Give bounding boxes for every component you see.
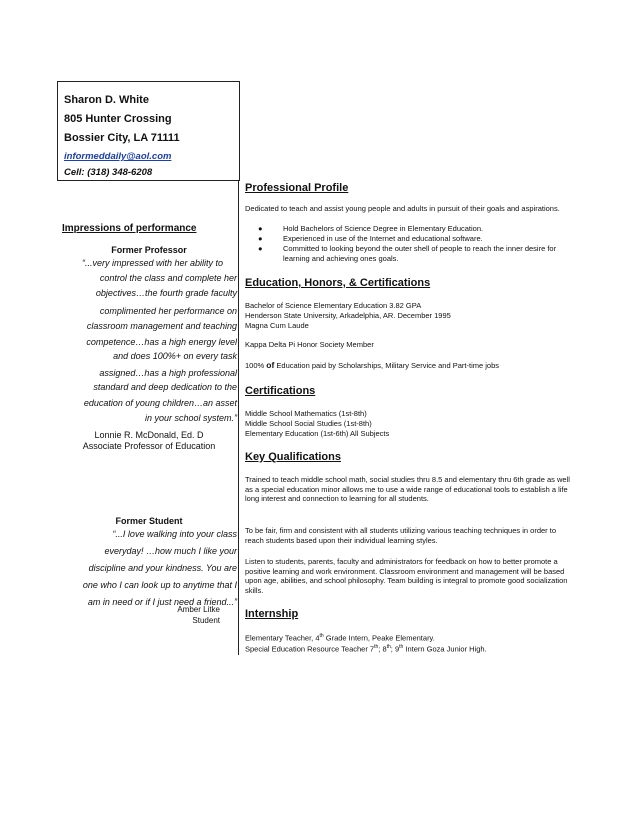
internship-line [245, 632, 575, 643]
testimonial-1-quote [64, 258, 237, 428]
quote-line: “...I love walking into your class [112, 529, 237, 539]
street-address: 805 Hunter Crossing [64, 113, 172, 125]
internship-line [245, 643, 575, 654]
profile-bullet: Experienced in use of the Internet and educational software. [283, 234, 483, 243]
ordinal-suffix: th [386, 644, 391, 650]
quote-line: objectives…the fourth grade faculty [95, 288, 237, 298]
education-degree: Bachelor of Science Elementary Education 3.82 GPA [245, 301, 422, 310]
certification-item: Middle School Mathematics (1st-8th) [245, 409, 367, 418]
certifications-heading: Certifications [245, 385, 316, 397]
quote-line: in your school system.” [144, 413, 237, 423]
divider [57, 180, 240, 181]
education-funding [245, 361, 575, 371]
internship-heading: Internship [245, 608, 299, 620]
impressions-heading: Impressions of performance [62, 223, 197, 234]
qualification-paragraph: Trained to teach middle school math, social studies thru 8.5 and elementary thru 6th grade as well as a special education minor allows me to use a wide range of educational tools to establish a life long interest and connection to learning for all students. [245, 475, 570, 503]
profile-bullet: Hold Bachelors of Science Degree in Elementary Education. [283, 224, 484, 233]
certification-item: Middle School Social Studies (1st-8th) [245, 419, 372, 428]
quote-line: control the class and complete her [99, 273, 237, 283]
bullet-icon: ● [258, 244, 263, 253]
funding-percent: 100% [245, 361, 267, 370]
qualifications-heading: Key Qualifications [245, 451, 341, 463]
qualification-paragraph: Listen to students, parents, faculty and administrators for feedback on how to better promote a positive learning and work environment. Classroom environment and management will be based upon age, abilities, and school philosophy. Team building is integral to promote good socialization skills. [245, 557, 568, 595]
quote-line: complimented her performance on [99, 306, 237, 316]
applicant-name: Sharon D. White [64, 94, 149, 106]
education-heading: Education, Honors, & Certifications [245, 277, 431, 289]
education-school: Henderson State University, Arkadelphia, AR. December 1995 [245, 311, 451, 320]
city-state-zip: Bossier City, LA 71111 [64, 132, 180, 144]
internship-text: Grade Intern, Peake Elementary. [323, 633, 435, 643]
quote-line: discipline and your kindness. You are [88, 563, 237, 573]
quote-line: standard and deep dedication to the [93, 382, 237, 392]
quote-line: competence…has a high energy level [86, 337, 237, 347]
quote-line: “...very impressed with her ability to [82, 258, 224, 268]
funding-of: of [266, 360, 275, 370]
quote-line: and does 100%+ on every task [113, 351, 237, 361]
quote-line: classroom management and teaching [86, 321, 237, 331]
testimonial-2-role: Former Student [115, 516, 183, 526]
profile-bullet: Committed to looking beyond the outer shell of people to reach the inner desire for learning and achieving ones goals. [283, 244, 557, 263]
testimonial-2-quote [64, 529, 237, 609]
quote-line: assigned…has a high professional [99, 368, 237, 378]
testimonial-1-title: Associate Professor of Education [82, 441, 216, 451]
bullet-icon: ● [258, 224, 263, 233]
internship-text: Elementary Teacher, 4 [245, 633, 320, 643]
testimonial-2-author: Amber Litke [177, 605, 220, 614]
testimonial-1-role: Former Professor [111, 245, 187, 255]
education-honor: Magna Cum Laude [245, 321, 309, 330]
quote-line: education of young children…an asset [83, 398, 237, 408]
funding-text: Education paid by Scholarships, Military Service and Part-time jobs [274, 361, 499, 370]
internship-text: ; 8 [378, 644, 387, 654]
email-link[interactable]: informeddaily@aol.com [64, 151, 172, 162]
cell-phone: Cell: (318) 348-6208 [64, 167, 153, 178]
internship-text: ; 9 [390, 644, 400, 654]
certification-item: Elementary Education (1st-6th) All Subjects [245, 429, 390, 438]
quote-line: everyday! …how much I like your [104, 546, 237, 556]
profile-intro: Dedicated to teach and assist young people and adults in pursuit of their goals and aspirations. [245, 204, 560, 213]
quote-line: am in need or if I just need a friend...” [87, 597, 237, 607]
profile-heading: Professional Profile [245, 182, 349, 194]
testimonial-2-title: Student [192, 616, 220, 625]
ordinal-suffix: th [399, 644, 404, 650]
column-divider [238, 181, 239, 655]
quote-line: one who I can look up to anytime that I [82, 580, 237, 590]
contact-box [57, 81, 240, 180]
internship-text: Special Education Resource Teacher 7 [245, 644, 375, 654]
testimonial-1-author: Lonnie R. McDonald, Ed. D [94, 430, 204, 440]
bullet-icon: ● [258, 234, 263, 243]
ordinal-suffix: th [319, 633, 324, 639]
ordinal-suffix: th [374, 644, 379, 650]
internship-text: Intern Goza Junior High. [403, 644, 487, 654]
honor-society: Kappa Delta Pi Honor Society Member [245, 340, 374, 349]
qualification-paragraph: To be fair, firm and consistent with all students utilizing various teaching techniques in order to reach students based upon their individual learning styles. [245, 526, 557, 545]
